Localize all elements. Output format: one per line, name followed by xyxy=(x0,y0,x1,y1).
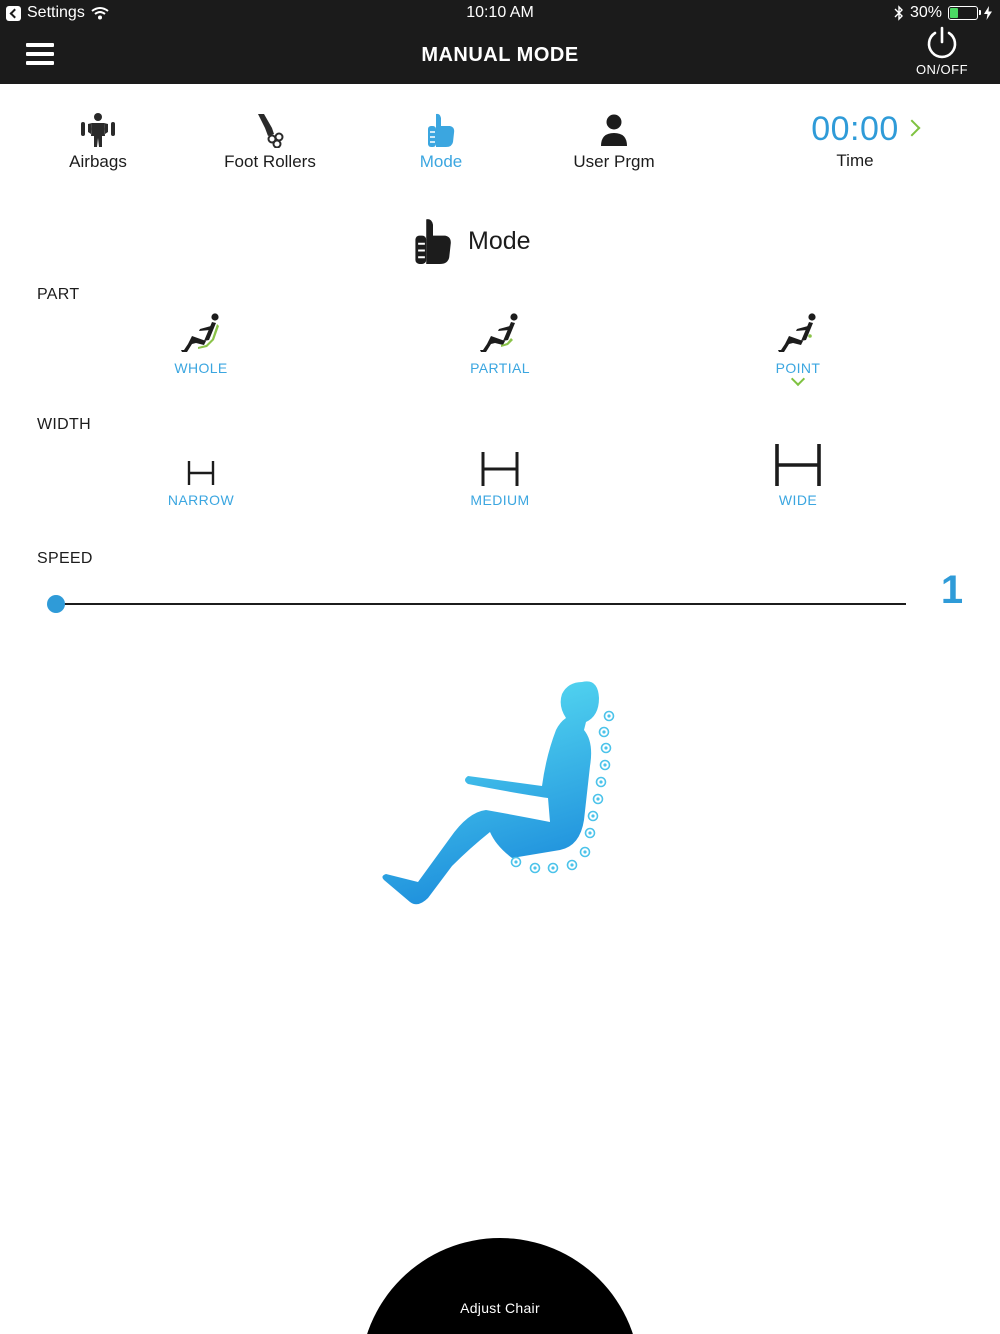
adjust-chair-label: Adjust Chair xyxy=(460,1300,540,1316)
back-app-label: Settings xyxy=(27,4,85,21)
battery-percent: 30% xyxy=(909,4,942,21)
part-option-label: PARTIAL xyxy=(470,360,530,376)
chair-figure xyxy=(370,670,630,920)
timer-value: 00:00 xyxy=(811,110,899,148)
seated-figure-icon xyxy=(775,312,821,356)
tab-mode[interactable] xyxy=(396,112,486,172)
power-button[interactable] xyxy=(914,26,970,82)
section-header xyxy=(410,216,531,266)
width-label: WIDTH xyxy=(37,416,91,433)
width-option-narrow[interactable] xyxy=(131,458,271,508)
tab-label: Foot Rollers xyxy=(224,152,316,171)
medium-width-icon xyxy=(480,450,520,488)
wide-width-icon xyxy=(774,442,822,488)
tab-label: User Prgm xyxy=(573,152,655,171)
section-title: Mode xyxy=(468,226,531,255)
part-option-label: POINT xyxy=(775,360,821,376)
width-option-label: WIDE xyxy=(778,492,818,508)
part-option-partial[interactable] xyxy=(430,312,570,376)
status-bar xyxy=(0,0,1000,28)
tab-foot-rollers[interactable] xyxy=(210,112,330,172)
charging-bolt-icon xyxy=(984,6,992,20)
status-time: 10:10 AM xyxy=(466,4,534,21)
timer-label: Time xyxy=(836,151,874,170)
user-icon xyxy=(597,112,631,148)
foot-rollers-icon xyxy=(252,112,288,148)
nav-bar xyxy=(0,28,1000,84)
tab-label: Airbags xyxy=(69,152,127,171)
tab-user-program[interactable] xyxy=(562,112,666,172)
status-right xyxy=(894,4,992,22)
power-label: ON/OFF xyxy=(915,62,969,77)
power-icon xyxy=(925,26,959,60)
tab-label: Mode xyxy=(419,152,463,171)
thumbs-up-icon xyxy=(424,112,458,148)
narrow-width-icon xyxy=(186,458,216,488)
part-option-whole[interactable] xyxy=(131,312,271,376)
speed-value: 1 xyxy=(940,568,964,612)
part-label: PART xyxy=(37,286,80,303)
page-title: MANUAL MODE xyxy=(421,44,579,66)
part-option-label: WHOLE xyxy=(174,360,228,376)
battery-level xyxy=(950,8,958,18)
slider-track xyxy=(56,603,906,605)
massage-chair-figure-icon xyxy=(370,670,630,920)
speed-slider[interactable] xyxy=(48,594,906,614)
width-option-label: MEDIUM xyxy=(470,492,530,508)
thumbs-up-icon xyxy=(410,216,456,266)
speed-label: SPEED xyxy=(37,550,93,567)
timer-button[interactable] xyxy=(790,110,920,171)
width-option-wide[interactable] xyxy=(728,442,868,508)
battery-icon xyxy=(948,6,978,20)
airbags-icon xyxy=(78,112,118,148)
seated-figure-icon xyxy=(477,312,523,356)
adjust-chair-button[interactable] xyxy=(360,1238,640,1334)
width-option-label: NARROW xyxy=(167,492,235,508)
bluetooth-icon xyxy=(894,5,904,21)
tab-airbags[interactable] xyxy=(48,112,148,172)
slider-thumb[interactable] xyxy=(47,595,65,613)
width-option-medium[interactable] xyxy=(430,450,570,508)
part-option-point[interactable] xyxy=(728,312,868,384)
seated-figure-icon xyxy=(178,312,224,356)
